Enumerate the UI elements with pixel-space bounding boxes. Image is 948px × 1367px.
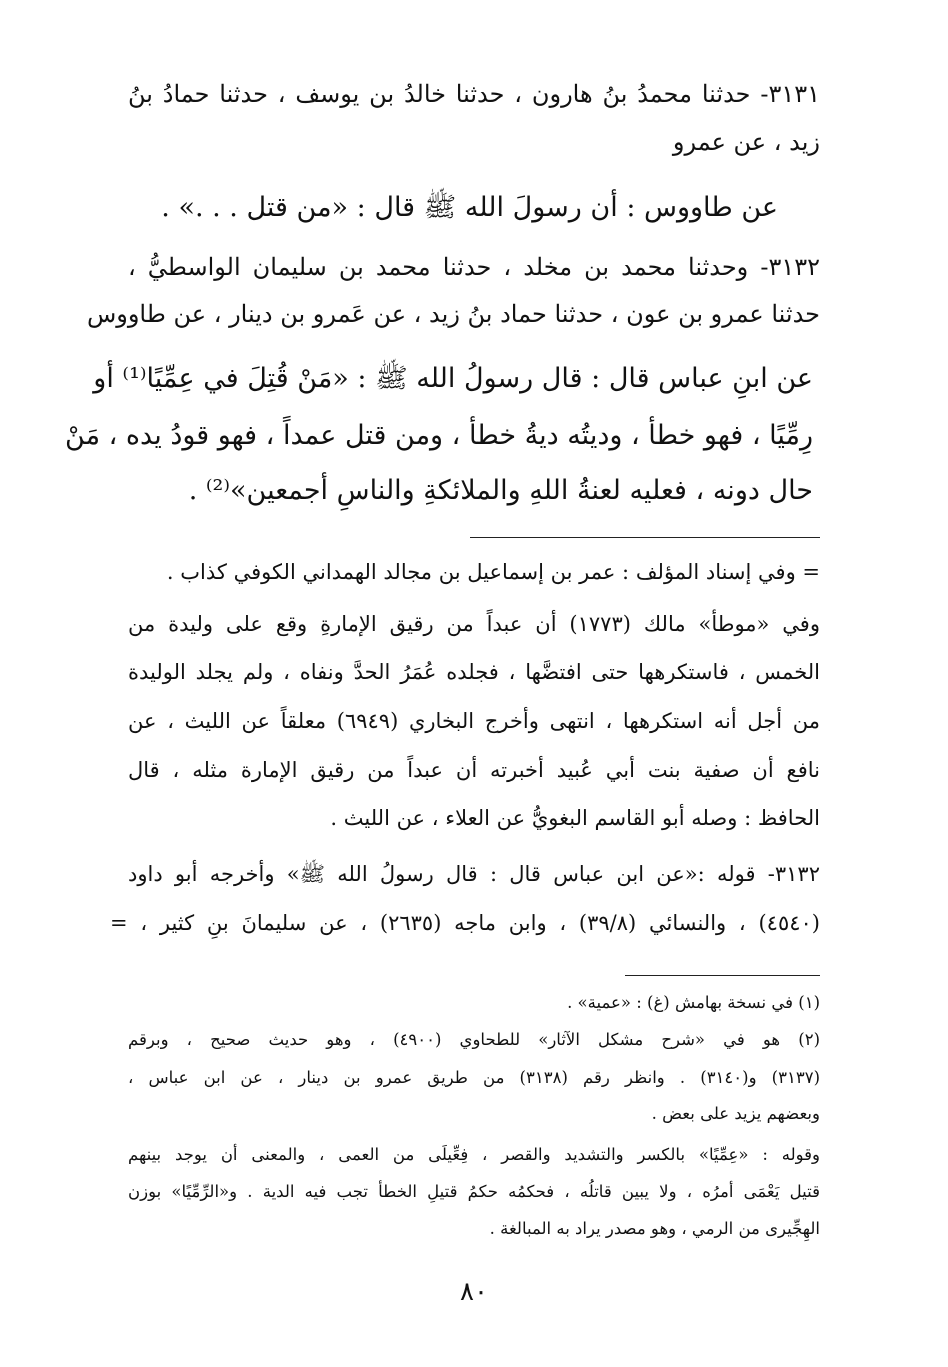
hadith-3131-line-2: زيد ، عن عمرو (672, 128, 820, 156)
hadith-3132-isnad-line-1: ٣١٣٢- وحدثنا محمد بن مخلد ، حدثنا محمد بن سليمان الواسطيُّ ، (128, 253, 820, 281)
footnote-1: (١) في نسخة بهامش (غ) : «عمية» . (567, 993, 820, 1012)
commentary-line-5: نافع أن صفية بنت أبي عُبيد أخبرته أن عبداً من رقيق الإمارة مثله ، قال (128, 758, 820, 782)
footnote-2-line-3: وبعضهم يزيد على بعض . (651, 1104, 820, 1123)
footnote-3-line-1: وقوله : «عِمِّيًا» بالكسر والتشديد والقصر ، فِعِّيلَى من العمى ، والمعنى أن يوجد بينهم (128, 1145, 820, 1164)
commentary-line-2: وفي «موطأ» مالك (١٧٧٣) أن عبداً من رقيق الإمارةِ وقع على وليدة من (128, 612, 820, 636)
commentary-line-8: (٤٥٤٠) ، والنسائي (٣٩/٨) ، وابن ماجه (٢٦٣٥) ، عن سليمانَ بنِ كثير ، = (110, 911, 820, 935)
footnote-3-line-3: الهِجِّيرى من الرمي ، وهو مصدر يراد به المبالغة . (489, 1219, 820, 1238)
hadith-3132-matn-line-2: رِمِّيًا ، فهو خطأ ، وديتُه ديةُ خطأ ، ومن قتل عمداً ، فهو قودُ يده ، مَنْ (65, 420, 813, 451)
commentary-line-7: ٣١٣٢- قوله :«عن ابن عباس قال : قال رسولُ الله ﷺ» وأخرجه أبو داود (128, 862, 820, 886)
page-number: ٨٠ (460, 1277, 488, 1307)
footnote-2-line-2: (٣١٣٧) و(٣١٤٠) . وانظر رقم (٣١٣٨) من طريق عمرو بن دينار ، عن ابن عباس ، (128, 1068, 820, 1087)
commentary-separator (470, 537, 820, 538)
hadith-3132-matn-line-1: عن ابنِ عباس قال : قال رسولُ الله ﷺ : «مَنْ قُتِلَ في عِمِّيًا⁽¹⁾ أو (93, 363, 813, 394)
hadith-3131-line-3: عن طاووس : أن رسولَ الله ﷺ قال : «من قتل . . .» . (161, 192, 778, 223)
hadith-3132-isnad-line-2: حدثنا عمرو بن عون ، حدثنا حماد بنُ زيد ، عن عَمرو بن دينار ، عن طاووس (86, 300, 820, 328)
footnote-2-line-1: (٢) هو في «شرح مشكل الآثار» للطحاوي (٤٩٠٠) ، وهو حديث صحيح ، وبرقم (128, 1030, 820, 1049)
footnote-3-line-2: قتيل يَعْمَى أمرُه ، ولا يبين قاتلُه ، فحكمُه حكمُ قتيلِ الخطأ تجب فيه الدية . و«الرِّمِّيًا» بوزن (128, 1182, 820, 1201)
commentary-line-6: الحافظ : وصله أبو القاسم البغويُّ عن العلاء ، عن الليث . (330, 806, 820, 830)
commentary-line-1: = وفي إسناد المؤلف : عمر بن إسماعيل بن مجالد الهمداني الكوفي كذاب . (166, 560, 820, 584)
commentary-line-4: من أجل أنه استكرهها ، انتهى وأخرج البخاري (٦٩٤٩) معلقاً عن الليث ، عن (128, 709, 820, 733)
commentary-line-3: الخمس ، فاستكرهها حتى افتضَّها ، فجلده عُمَرُ الحدَّ ونفاه ، ولم يجلد الوليدة (128, 660, 820, 684)
hadith-3132-matn-line-3: حال دونه ، فعليه لعنةُ اللهِ والملائكةِ والناسِ أجمعين»⁽²⁾ . (188, 475, 813, 506)
hadith-3131-line-1: ٣١٣١- حدثنا محمدُ بنُ هارون ، حدثنا خالدُ بن يوسف ، حدثنا حمادُ بنُ (128, 80, 820, 108)
footnote-separator (625, 975, 820, 976)
